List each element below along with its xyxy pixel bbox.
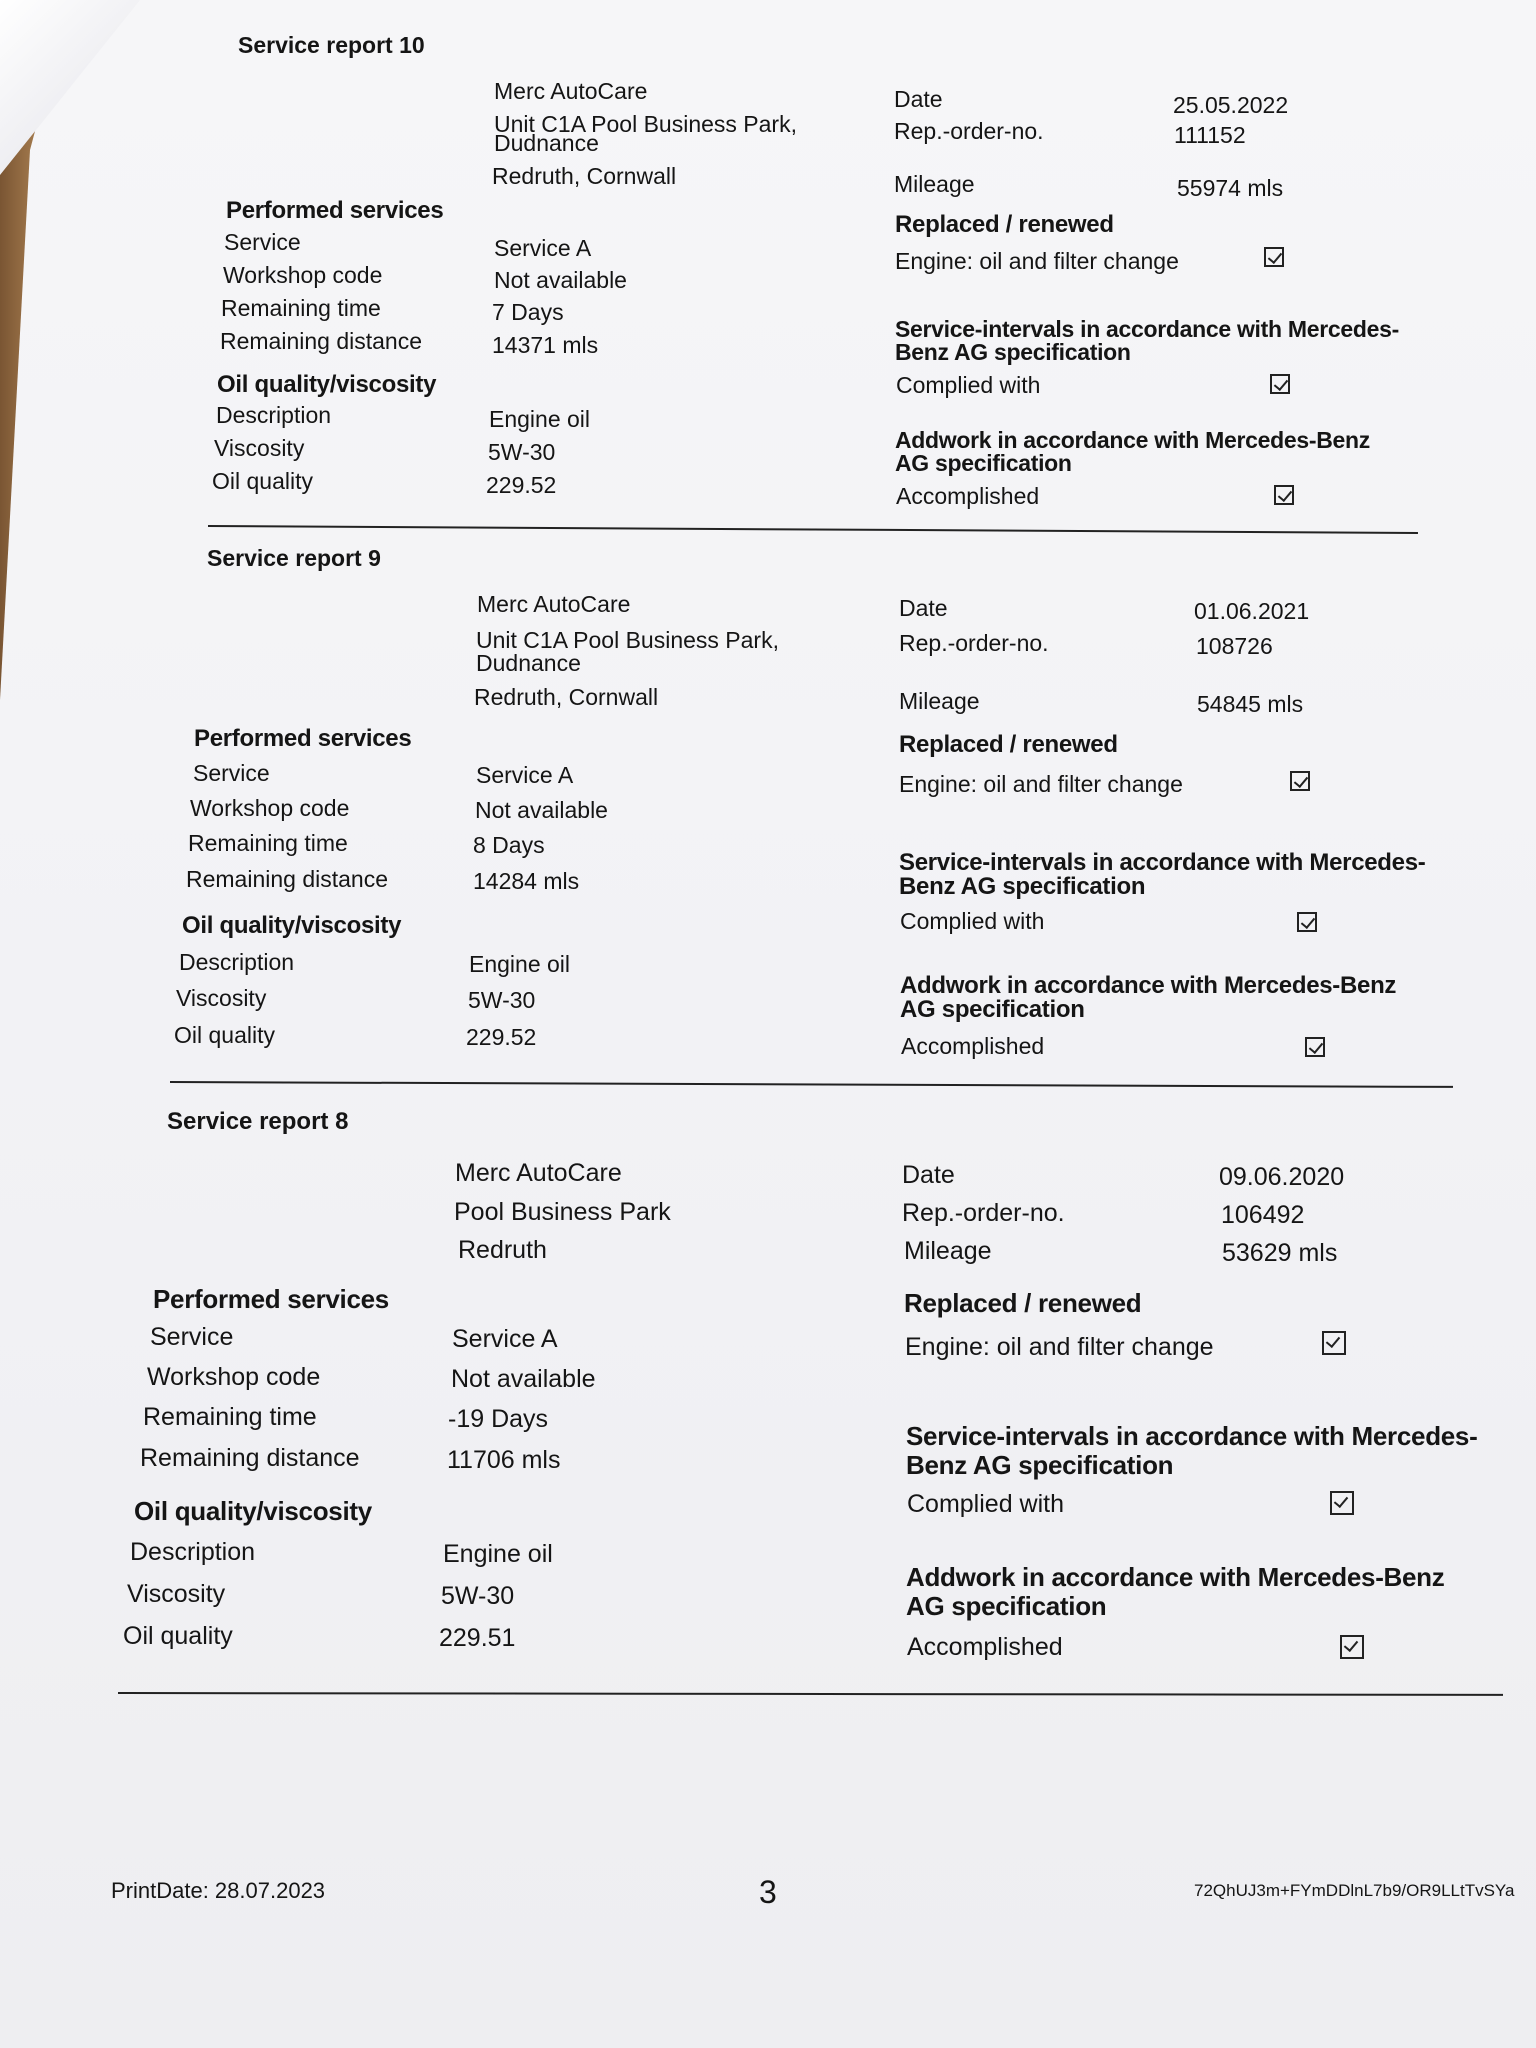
remaining-time-label: Remaining time — [143, 1403, 317, 1431]
oil-description-label: Description — [130, 1538, 256, 1566]
report-title: Service report 10 — [238, 32, 425, 58]
service-value: Service A — [476, 762, 574, 788]
accomplished-label: Accomplished — [907, 1633, 1063, 1661]
workshop-address-line2: Dudnance — [494, 130, 599, 156]
date-label: Date — [899, 595, 948, 621]
oil-description-value: Engine oil — [469, 951, 571, 977]
section-divider — [170, 1081, 1453, 1088]
service-label: Service — [193, 760, 270, 786]
workshop-address-line1: Pool Business Park — [454, 1198, 671, 1226]
remaining-time-label: Remaining time — [188, 830, 348, 856]
remaining-distance-label: Remaining distance — [140, 1444, 360, 1472]
complied-with-checkbox — [1297, 912, 1317, 932]
document-code: 72QhUJ3m+FYmDDlnL7b9/OR9LLtTvSYa — [1194, 1881, 1515, 1900]
workshop-code-value: Not available — [494, 267, 627, 293]
viscosity-value: 5W-30 — [488, 439, 556, 465]
accomplished-checkbox — [1305, 1037, 1325, 1057]
rep-order-label: Rep.-order-no. — [902, 1199, 1065, 1227]
workshop-address-line1: Unit C1A Pool Business Park, — [494, 111, 797, 137]
replaced-checkbox — [1290, 771, 1310, 791]
workshop-address-line1: Unit C1A Pool Business Park, — [476, 627, 779, 653]
print-date: PrintDate: 28.07.2023 — [111, 1878, 326, 1903]
oil-description-label: Description — [179, 949, 295, 975]
rep-order-value: 108726 — [1196, 633, 1273, 659]
workshop-name: Merc AutoCare — [494, 78, 648, 104]
remaining-distance-label: Remaining distance — [186, 866, 389, 892]
viscosity-label: Viscosity — [214, 435, 305, 461]
workshop-address-line3: Redruth, Cornwall — [474, 684, 659, 710]
mileage-value: 53629 mls — [1222, 1239, 1338, 1267]
workshop-name: Merc AutoCare — [477, 591, 631, 617]
workshop-name: Merc AutoCare — [455, 1159, 622, 1187]
complied-with-label: Complied with — [907, 1490, 1065, 1518]
remaining-distance-value: 14371 mls — [492, 332, 599, 358]
viscosity-value: 5W-30 — [441, 1582, 515, 1610]
remaining-time-value: 8 Days — [473, 832, 545, 858]
accomplished-checkbox — [1274, 485, 1294, 505]
workshop-code-value: Not available — [451, 1365, 596, 1393]
service-intervals-heading-line2: Benz AG specification — [899, 873, 1146, 900]
remaining-time-value: 7 Days — [492, 299, 564, 325]
complied-with-label: Complied with — [900, 908, 1045, 934]
oil-quality-heading: Oil quality/viscosity — [182, 912, 402, 939]
remaining-distance-value: 14284 mls — [473, 868, 580, 894]
report-title: Service report 9 — [207, 545, 381, 571]
replaced-renewed-heading: Replaced / renewed — [904, 1288, 1142, 1318]
addwork-heading-line2: AG specification — [900, 996, 1085, 1023]
oil-quality-label: Oil quality — [212, 468, 313, 494]
rep-order-label: Rep.-order-no. — [899, 630, 1049, 656]
service-value: Service A — [452, 1325, 558, 1353]
replaced-renewed-heading: Replaced / renewed — [895, 211, 1114, 238]
complied-with-label: Complied with — [896, 372, 1041, 398]
oil-description-label: Description — [216, 402, 332, 428]
complied-with-checkbox — [1330, 1491, 1354, 1515]
oil-quality-value: 229.52 — [466, 1024, 537, 1050]
oil-quality-label: Oil quality — [123, 1622, 233, 1650]
service-intervals-heading-line1: Service-intervals in accordance with Mercedes- — [906, 1421, 1478, 1451]
service-intervals-heading-line1: Service-intervals in accordance with Mercedes- — [895, 316, 1399, 342]
workshop-code-label: Workshop code — [223, 262, 383, 288]
performed-services-heading: Performed services — [153, 1284, 389, 1314]
remaining-distance-value: 11706 mls — [447, 1446, 561, 1474]
workshop-address-line2: Dudnance — [476, 650, 581, 676]
service-label: Service — [224, 229, 301, 255]
section-divider — [118, 1692, 1503, 1696]
replaced-checkbox — [1322, 1331, 1346, 1355]
replaced-item-label: Engine: oil and filter change — [895, 248, 1179, 274]
replaced-item-label: Engine: oil and filter change — [899, 771, 1183, 797]
oil-quality-value: 229.52 — [486, 472, 557, 498]
accomplished-checkbox — [1340, 1635, 1364, 1659]
complied-with-checkbox — [1270, 374, 1290, 394]
mileage-label: Mileage — [899, 688, 980, 714]
page-number: 3 — [759, 1874, 777, 1910]
oil-description-value: Engine oil — [489, 406, 591, 432]
workshop-address-line2: Redruth — [458, 1236, 547, 1264]
oil-description-value: Engine oil — [443, 1540, 553, 1568]
workshop-code-value: Not available — [475, 797, 608, 823]
oil-quality-heading: Oil quality/viscosity — [217, 371, 437, 398]
mileage-value: 55974 mls — [1177, 175, 1284, 201]
mileage-label: Mileage — [894, 171, 975, 197]
rep-order-value: 106492 — [1221, 1201, 1305, 1229]
service-intervals-heading-line2: Benz AG specification — [895, 339, 1131, 365]
replaced-item-label: Engine: oil and filter change — [905, 1333, 1214, 1361]
date-value: 09.06.2020 — [1219, 1163, 1345, 1191]
replaced-checkbox — [1264, 247, 1284, 267]
addwork-heading-line1: Addwork in accordance with Mercedes-Benz — [900, 972, 1397, 999]
service-intervals-heading-line1: Service-intervals in accordance with Mercedes- — [899, 849, 1426, 876]
oil-quality-value: 229.51 — [439, 1624, 516, 1652]
rep-order-label: Rep.-order-no. — [894, 118, 1044, 144]
mileage-value: 54845 mls — [1197, 691, 1304, 717]
replaced-renewed-heading: Replaced / renewed — [899, 731, 1118, 758]
addwork-heading-line1: Addwork in accordance with Mercedes-Benz — [906, 1562, 1445, 1592]
workshop-code-label: Workshop code — [190, 795, 350, 821]
accomplished-label: Accomplished — [896, 483, 1040, 509]
workshop-code-label: Workshop code — [147, 1363, 321, 1391]
addwork-heading-line2: AG specification — [895, 450, 1072, 476]
performed-services-heading: Performed services — [226, 197, 444, 224]
report-title: Service report 8 — [167, 1108, 349, 1135]
date-label: Date — [894, 86, 943, 112]
date-value: 01.06.2021 — [1194, 598, 1310, 624]
performed-services-heading: Performed services — [194, 725, 412, 752]
viscosity-value: 5W-30 — [468, 987, 536, 1013]
mileage-label: Mileage — [904, 1237, 992, 1265]
service-intervals-heading-line2: Benz AG specification — [906, 1450, 1174, 1480]
remaining-distance-label: Remaining distance — [220, 328, 423, 354]
viscosity-label: Viscosity — [127, 1580, 226, 1608]
remaining-time-label: Remaining time — [221, 295, 381, 321]
workshop-address-line3: Redruth, Cornwall — [492, 163, 677, 189]
rep-order-value: 111152 — [1174, 122, 1246, 148]
oil-quality-label: Oil quality — [174, 1022, 275, 1048]
oil-quality-heading: Oil quality/viscosity — [134, 1496, 372, 1526]
addwork-heading-line2: AG specification — [906, 1591, 1107, 1621]
viscosity-label: Viscosity — [176, 985, 267, 1011]
service-label: Service — [150, 1323, 234, 1351]
addwork-heading-line1: Addwork in accordance with Mercedes-Benz — [895, 427, 1370, 453]
accomplished-label: Accomplished — [901, 1033, 1045, 1059]
section-divider — [208, 525, 1418, 534]
remaining-time-value: -19 Days — [448, 1405, 549, 1433]
service-value: Service A — [494, 235, 592, 261]
date-value: 25.05.2022 — [1173, 92, 1289, 118]
date-label: Date — [902, 1161, 955, 1189]
